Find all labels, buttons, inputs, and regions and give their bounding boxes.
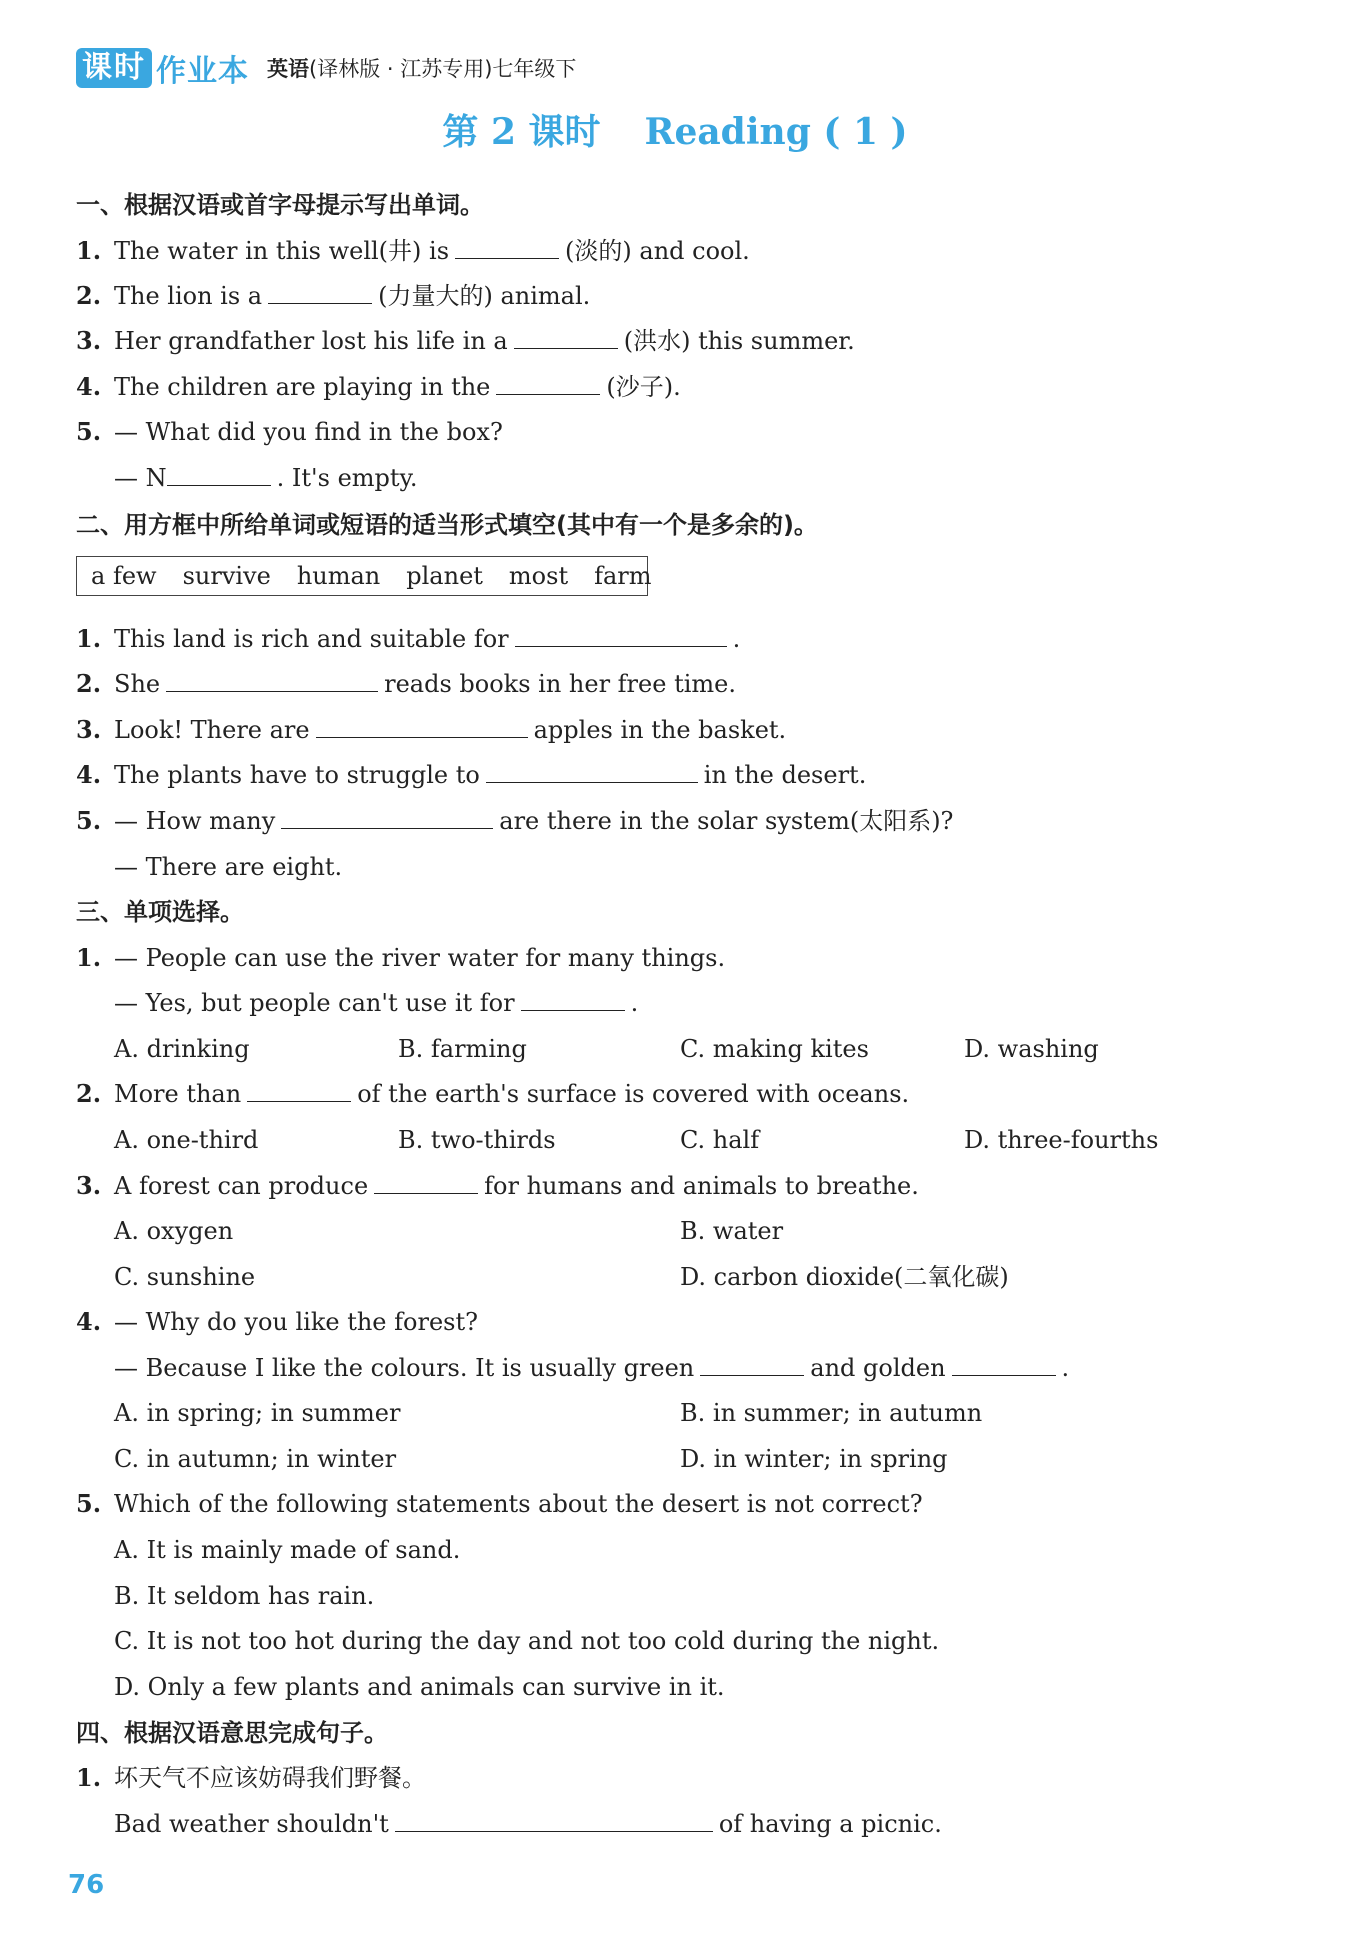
- edition-label: (译林版 · 江苏专用)七年级下: [309, 57, 577, 81]
- option-a[interactable]: A. drinking: [114, 1035, 250, 1063]
- section-2-title: 二、用方框中所给单词或短语的适当形式填空(其中有一个是多余的)。: [76, 511, 818, 539]
- s2-q5: 5. — How many are there in the solar system(太阳系)?: [76, 806, 954, 835]
- s3-q4: 4. — Why do you like the forest?: [76, 1307, 478, 1336]
- word-box: [76, 556, 652, 596]
- word-item: survive: [182, 562, 271, 590]
- option-c[interactable]: C. making kites: [680, 1035, 869, 1063]
- option-c[interactable]: C. half: [680, 1126, 760, 1154]
- answer-blank[interactable]: [374, 1171, 478, 1194]
- lesson-label: 第 2 课时: [442, 111, 601, 153]
- page-header: [76, 46, 576, 90]
- s1-q4: 4. The children are playing in the (沙子).: [76, 372, 681, 401]
- logo-text: 作业本: [156, 54, 249, 89]
- s4-q1: 1. 坏天气不应该妨碍我们野餐。: [76, 1763, 426, 1792]
- answer-blank[interactable]: [486, 760, 698, 783]
- s3-q4-reply: — Because I like the colours. It is usually green and golden .: [114, 1354, 1070, 1382]
- s3-q1: 1. — People can use the river water for many things.: [76, 943, 726, 972]
- option-d[interactable]: D. Only a few plants and animals can survive in it.: [114, 1673, 725, 1701]
- word-item: farm: [594, 562, 652, 590]
- option-d[interactable]: D. in winter; in spring: [680, 1445, 948, 1473]
- answer-blank[interactable]: [247, 1079, 351, 1102]
- lesson-title: [0, 104, 1350, 155]
- answer-blank[interactable]: [455, 236, 559, 259]
- word-item: planet: [406, 562, 483, 590]
- section-3-title: 三、单项选择。: [76, 898, 244, 926]
- page-number: 76: [68, 1870, 105, 1900]
- answer-blank[interactable]: [395, 1809, 713, 1832]
- answer-blank[interactable]: [514, 326, 618, 349]
- option-d[interactable]: D. three-fourths: [964, 1126, 1159, 1154]
- logo-badge: 课时: [76, 48, 152, 88]
- s3-q1-reply: — Yes, but people can't use it for .: [114, 989, 639, 1017]
- option-c[interactable]: C. sunshine: [114, 1263, 256, 1291]
- s4-q1-english: Bad weather shouldn't of having a picnic.: [114, 1810, 942, 1838]
- option-a[interactable]: A. one-third: [114, 1126, 259, 1154]
- option-a[interactable]: A. oxygen: [114, 1217, 234, 1245]
- s1-q3: 3. Her grandfather lost his life in a (洪水) this summer.: [76, 326, 855, 355]
- option-a[interactable]: A. in spring; in summer: [114, 1399, 401, 1427]
- s2-q4: 4. The plants have to struggle to in the desert.: [76, 760, 867, 789]
- answer-blank[interactable]: [521, 988, 625, 1011]
- s1-q5-reply: — N . It's empty.: [114, 464, 418, 492]
- answer-blank[interactable]: [166, 669, 378, 692]
- option-d[interactable]: D. carbon dioxide(二氧化碳): [680, 1263, 1009, 1291]
- lesson-name: Reading ( 1 ): [644, 111, 908, 153]
- option-b[interactable]: B. It seldom has rain.: [114, 1582, 375, 1610]
- answer-blank[interactable]: [496, 372, 600, 395]
- answer-blank[interactable]: [268, 281, 372, 304]
- answer-blank[interactable]: [167, 463, 271, 486]
- s2-q2: 2. She reads books in her free time.: [76, 669, 736, 698]
- option-d[interactable]: D. washing: [964, 1035, 1099, 1063]
- option-b[interactable]: B. two-thirds: [398, 1126, 556, 1154]
- option-c[interactable]: C. It is not too hot during the day and not too cold during the night.: [114, 1627, 940, 1655]
- option-a[interactable]: A. It is mainly made of sand.: [114, 1536, 461, 1564]
- answer-blank[interactable]: [700, 1353, 804, 1376]
- word-item: most: [508, 562, 569, 590]
- section-1-title: 一、根据汉语或首字母提示写出单词。: [76, 191, 484, 219]
- answer-blank[interactable]: [281, 806, 493, 829]
- option-b[interactable]: B. farming: [398, 1035, 527, 1063]
- s2-q3: 3. Look! There are apples in the basket.: [76, 715, 787, 744]
- s1-q2: 2. The lion is a (力量大的) animal.: [76, 281, 591, 310]
- answer-blank[interactable]: [952, 1353, 1056, 1376]
- option-b[interactable]: B. in summer; in autumn: [680, 1399, 983, 1427]
- word-item: human: [296, 562, 381, 590]
- answer-blank[interactable]: [316, 715, 528, 738]
- s3-q3: 3. A forest can produce for humans and animals to breathe.: [76, 1171, 919, 1200]
- answer-blank[interactable]: [515, 624, 727, 647]
- s1-q5: 5. — What did you find in the box?: [76, 417, 503, 446]
- subject-label: 英语: [267, 57, 309, 81]
- s1-q1: 1. The water in this well(井) is (淡的) and cool.: [76, 236, 750, 265]
- s3-q5: 5. Which of the following statements about the desert is not correct?: [76, 1489, 923, 1518]
- option-b[interactable]: B. water: [680, 1217, 784, 1245]
- s2-q5-reply: — There are eight.: [114, 853, 343, 881]
- s3-q2: 2. More than of the earth's surface is covered with oceans.: [76, 1079, 910, 1108]
- book-info: [267, 53, 576, 83]
- section-4-title: 四、根据汉语意思完成句子。: [76, 1719, 388, 1747]
- word-item: a few: [91, 562, 157, 590]
- option-c[interactable]: C. in autumn; in winter: [114, 1445, 397, 1473]
- s2-q1: 1. This land is rich and suitable for .: [76, 624, 741, 653]
